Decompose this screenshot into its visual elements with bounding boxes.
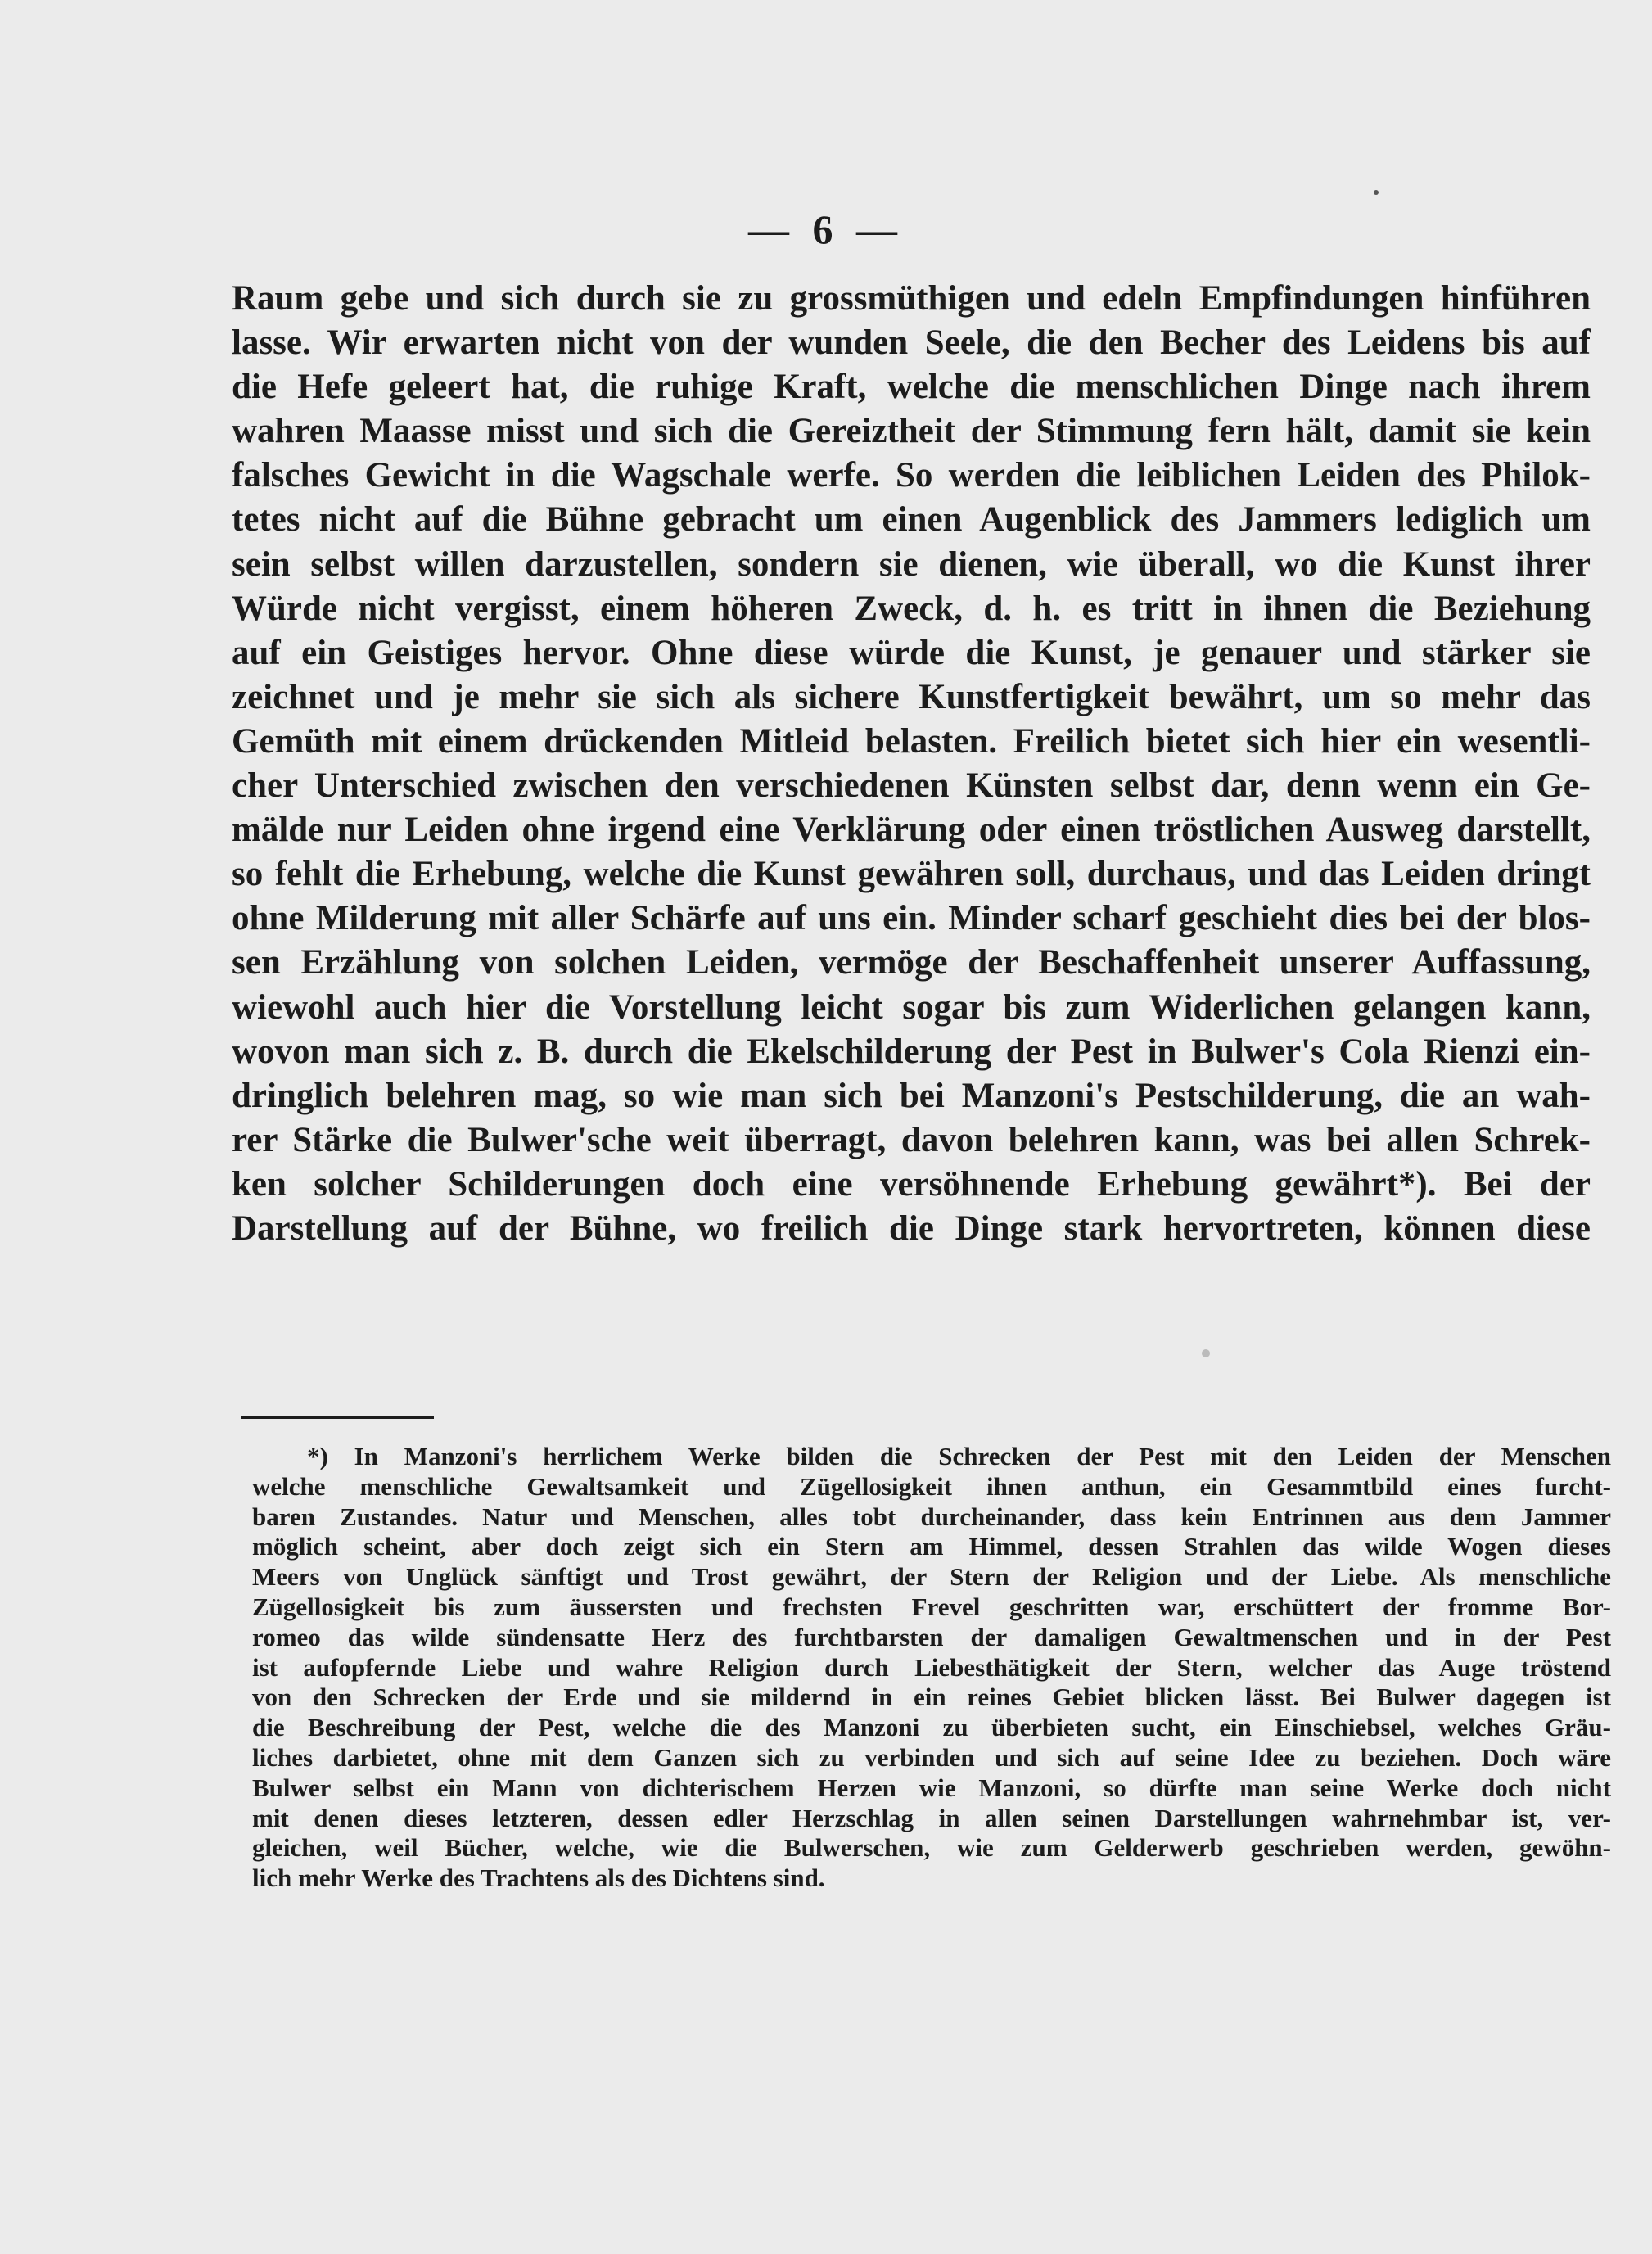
footnote-line: welche menschliche Gewaltsamkeit und Zügellosigkeit ihnen anthun, ein Gesammtbild eines furcht-: [252, 1471, 1611, 1501]
footnote-line: möglich scheint, aber doch zeigt sich ein Stern am Himmel, dessen Strahlen das wilde Wogen dieses: [252, 1532, 1611, 1561]
footnote-line: Bulwer selbst ein Mann von dichterischem Herzen wie Manzoni, so dürfte man seine Werke doch nicht: [252, 1773, 1611, 1802]
text-line: zeichnet und je mehr sie sich als sichere Kunstfertigkeit bewährt, um so mehr das: [232, 677, 1591, 716]
footnote-line: Meers von Unglück sänftigt und Trost gewährt, der Stern der Religion und der Liebe. Als menschliche: [252, 1562, 1611, 1592]
text-line: tetes nicht auf die Bühne gebracht um einen Augenblick des Jammers lediglich um: [232, 500, 1591, 540]
text-line: sein selbst willen darzustellen, sondern sie dienen, wie überall, wo die Kunst ihrer: [232, 544, 1591, 584]
footnote-line: baren Zustandes. Natur und Menschen, alles tobt durcheinander, dass kein Entrinnen aus dem Jammer: [252, 1502, 1611, 1531]
footnote-line: liches darbietet, ohne mit dem Ganzen sich zu verbinden und sich auf seine Idee zu beziehen. Doch wäre: [252, 1742, 1611, 1772]
text-line: Darstellung auf der Bühne, wo freilich die Dinge stark hervortreten, können diese: [232, 1208, 1591, 1248]
text-line: die Hefe geleert hat, die ruhige Kraft, welche die menschlichen Dinge nach ihrem: [232, 368, 1591, 407]
text-line: lasse. Wir erwarten nicht von der wunden Seele, die den Becher des Leidens bis auf: [232, 323, 1591, 363]
text-line: ken solcher Schilderungen doch eine versöhnende Erhebung gewährt*). Bei der: [232, 1164, 1591, 1204]
text-line: dringlich belehren mag, so wie man sich bei Manzoni's Pestschilderung, die an wah-: [232, 1076, 1591, 1115]
footnote-line: mit denen dieses letzteren, dessen edler Herzschlag in allen seinen Darstellungen wahrnehmbar ist, ver-: [252, 1803, 1611, 1832]
footnote-line: *) In Manzoni's herrlichem Werke bilden die Schrecken der Pest mit den Leiden der Menschen: [307, 1442, 1611, 1470]
paper-speck: [1202, 1349, 1210, 1357]
page-number: — 6 —: [748, 206, 904, 252]
footnote-line: gleichen, weil Bücher, welche, wie die Bulwerschen, wie zum Gelderwerb geschrieben werden, gewöhn-: [252, 1833, 1611, 1863]
text-line: mälde nur Leiden ohne irgend eine Verklärung oder einen tröstlichen Ausweg darstellt,: [232, 811, 1591, 850]
footnote-line: von den Schrecken der Erde und sie mildernd in ein reines Gebiet blicken lässt. Bei Bulwer dagegen ist: [252, 1683, 1611, 1712]
text-line: cher Unterschied zwischen den verschiedenen Künsten selbst dar, denn wenn ein Ge-: [232, 766, 1591, 806]
footnote-line: die Beschreibung der Pest, welche die des Manzoni zu überbieten sucht, ein Einschiebsel, welches Gräu-: [252, 1713, 1611, 1742]
footnote-line: lich mehr Werke des Trachtens als des Dichtens sind.: [252, 1863, 825, 1893]
paper-speck: [1374, 190, 1379, 195]
text-line: wahren Maasse misst und sich die Gereiztheit der Stimmung fern hält, damit sie kein: [232, 412, 1591, 451]
footnote-line: ist aufopfernde Liebe und wahre Religion durch Liebesthätigkeit der Stern, welcher das Auge tröstend: [252, 1652, 1611, 1682]
text-line: Raum gebe und sich durch sie zu grossmüthigen und edeln Empfindungen hinführen: [232, 279, 1591, 318]
text-line: Gemüth mit einem drückenden Mitleid belasten. Freilich bietet sich hier ein wesentli-: [232, 721, 1591, 761]
text-line: auf ein Geistiges hervor. Ohne diese würde die Kunst, je genauer und stärker sie: [232, 633, 1591, 672]
text-line: rer Stärke die Bulwer'sche weit überragt, davon belehren kann, was bei allen Schrek-: [232, 1120, 1591, 1159]
text-line: so fehlt die Erhebung, welche die Kunst gewähren soll, durchaus, und das Leiden dringt: [232, 855, 1591, 894]
text-line: wiewohl auch hier die Vorstellung leicht sogar bis zum Widerlichen gelangen kann,: [232, 987, 1591, 1027]
text-line: sen Erzählung von solchen Leiden, vermöge der Beschaffenheit unserer Auffassung,: [232, 943, 1591, 982]
text-line: ohne Milderung mit aller Schärfe auf uns ein. Minder scharf geschieht dies bei der blos-: [232, 899, 1591, 938]
text-line: wovon man sich z. B. durch die Ekelschilderung der Pest in Bulwer's Cola Rienzi ein-: [232, 1032, 1591, 1071]
text-line: falsches Gewicht in die Wagschale werfe. So werden die leiblichen Leiden des Philok-: [232, 456, 1591, 495]
footnote-line: romeo das wilde sündensatte Herz des furchtbarsten der damaligen Gewaltmenschen und in der Pest: [252, 1622, 1611, 1651]
main-text-block: [232, 277, 1591, 1251]
text-line: Würde nicht vergisst, einem höheren Zweck, d. h. es tritt in ihnen die Beziehung: [232, 589, 1591, 628]
footnote-block: [252, 1441, 1611, 1893]
footnote-line: Zügellosigkeit bis zum äussersten und frechsten Frevel geschritten war, erschüttert der fromme Bor-: [252, 1592, 1611, 1621]
footnote-separator: [241, 1416, 434, 1419]
